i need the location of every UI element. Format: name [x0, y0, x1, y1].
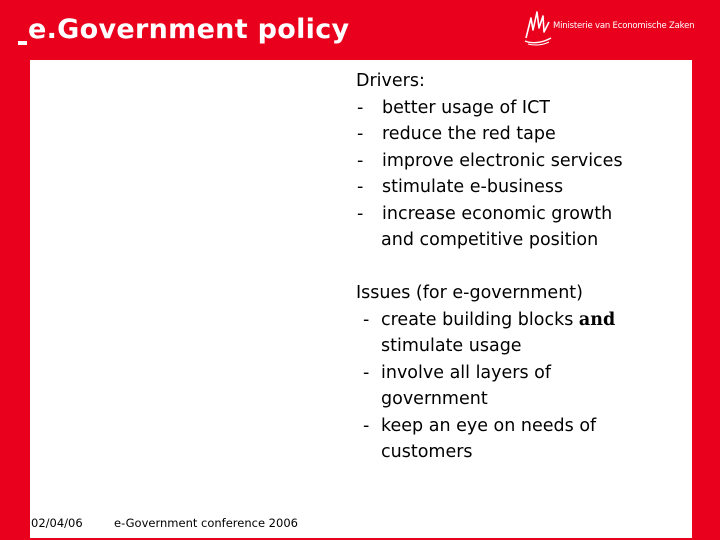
issue-item-text: involve all layers of — [381, 362, 552, 383]
drivers-heading: Drivers: — [356, 71, 425, 91]
driver-item — [356, 121, 686, 148]
issue-item-continuation: government — [381, 389, 488, 409]
slide-title: e.Government policy — [28, 14, 350, 45]
bullet-dash: - — [357, 203, 364, 224]
driver-item — [356, 201, 686, 228]
driver-item-text: reduce the red tape — [382, 124, 556, 144]
driver-item-text: better usage of ICT — [382, 97, 550, 118]
bullet-dash: - — [363, 415, 370, 436]
issue-item — [356, 413, 686, 440]
bullet-dash: - — [357, 124, 364, 144]
slide-body — [356, 68, 686, 466]
title-bullet-mark — [18, 41, 27, 45]
issue-item-continuation: stimulate usage — [381, 336, 522, 356]
issue-item — [356, 307, 686, 334]
ministry-emblem-icon — [522, 8, 554, 48]
bullet-dash: - — [363, 362, 370, 383]
ministry-logo — [522, 8, 712, 48]
bullet-dash: - — [357, 150, 364, 171]
bullet-dash: - — [357, 177, 364, 197]
section-spacer — [356, 254, 686, 281]
issues-section — [356, 280, 686, 466]
bullet-dash: - — [357, 97, 364, 118]
issues-heading: Issues (for e-government) — [356, 283, 583, 303]
logo-text: Ministerie van Economische Zaken — [553, 21, 695, 31]
footer-date: 02/04/06 — [31, 516, 83, 530]
driver-item-continuation: and competitive position — [381, 230, 599, 250]
issue-item-text: create building blocks — [381, 309, 579, 330]
driver-item-text: stimulate e-business — [382, 177, 564, 197]
driver-item-text: increase economic growth — [382, 203, 613, 224]
drivers-section — [356, 68, 686, 254]
driver-item — [356, 174, 686, 201]
footer-conference: e-Government conference 2006 — [114, 516, 298, 530]
issue-item-emphasis: and — [578, 309, 616, 330]
driver-item — [356, 148, 686, 175]
bullet-dash: - — [363, 309, 370, 330]
issue-item — [356, 360, 686, 387]
issue-item-text: keep an eye on needs of — [381, 415, 597, 436]
driver-item — [356, 95, 686, 122]
driver-item-text: improve electronic services — [382, 150, 623, 171]
issue-item-continuation: customers — [381, 442, 473, 462]
